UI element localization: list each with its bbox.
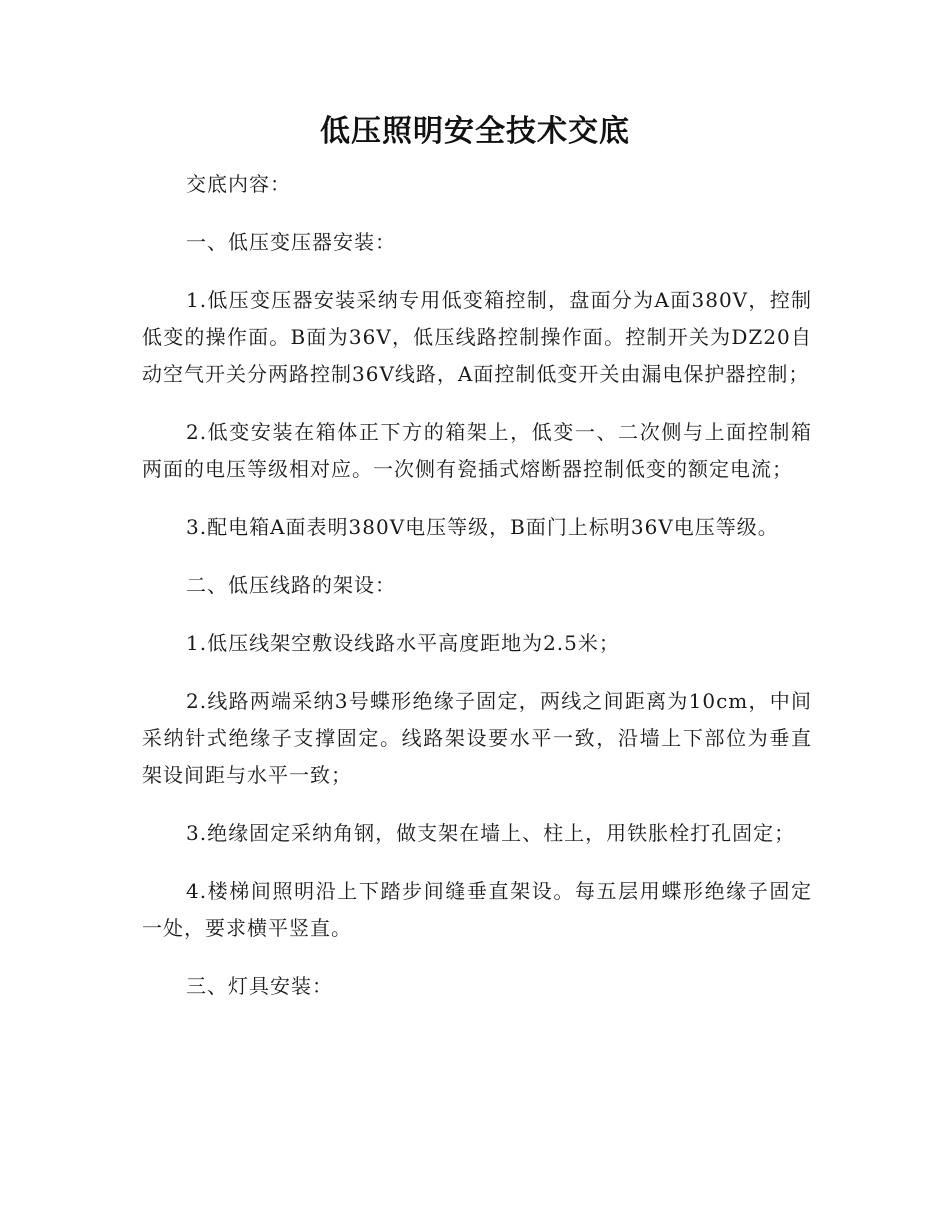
paragraph-transformer-item-1: 1.低压变压器安装采纳专用低变箱控制，盘面分为A面380V，控制低变的操作面。B面为36V，低压线路控制操作面。控制开关为DZ20自动空气开关分两路控制36V线路，A面控制低变开关由漏电保护器控制；: [142, 288, 812, 386]
document-title: 低压照明安全技术交底: [320, 114, 630, 149]
paragraph-transformer-item-2: 2.低变安装在箱体正下方的箱架上，低变一、二次侧与上面控制箱两面的电压等级相对应。一次侧有瓷插式熔断器控制低变的额定电流；: [142, 420, 812, 481]
paragraph-line-item-2: 2.线路两端采纳3号蝶形绝缘子固定，两线之间距离为10cm，中间采纳针式绝缘子支撑固定。线路架设要水平一致，沿墙上下部位为垂直架设间距与水平一致；: [142, 689, 812, 787]
paragraph-disclosure-content: 交底内容：: [186, 172, 291, 196]
paragraph-line-item-4: 4.楼梯间照明沿上下踏步间缝垂直架设。每五层用蝶形绝缘子固定一处，要求横平竖直。: [142, 879, 812, 940]
section-heading-lamp-installation: 三、灯具安装：: [186, 974, 333, 998]
paragraph-line-item-1: 1.低压线架空敷设线路水平高度距地为2.5米；: [186, 631, 620, 655]
section-heading-transformer-installation: 一、低压变压器安装：: [186, 230, 396, 254]
document-body: [142, 166, 812, 1026]
section-heading-line-erection: 二、低压线路的架设：: [186, 573, 396, 597]
paragraph-line-item-3: 3.绝缘固定采纳角钢，做支架在墙上、柱上，用铁胀栓打孔固定；: [186, 821, 796, 845]
paragraph-transformer-item-3: 3.配电箱A面表明380V电压等级，B面门上标明36V电压等级。: [186, 515, 779, 539]
